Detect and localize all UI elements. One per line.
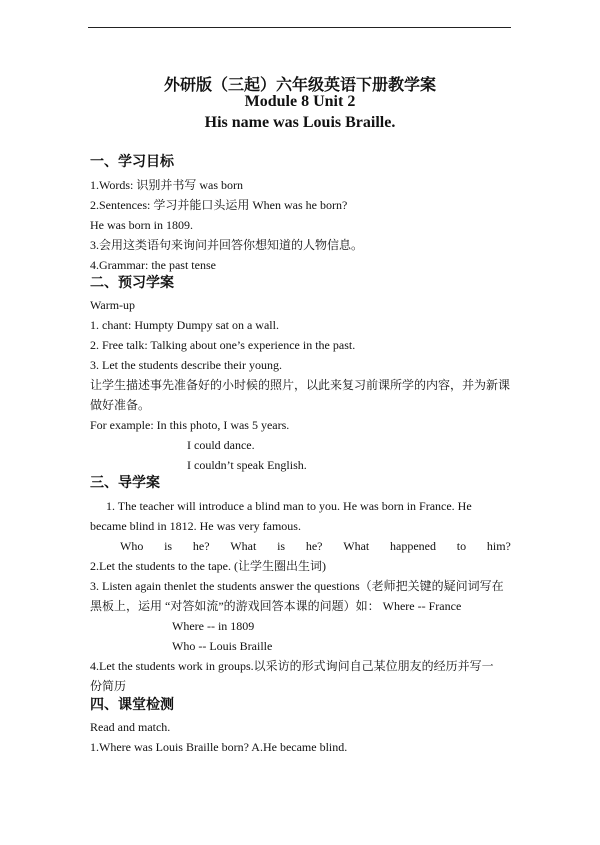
header-rule bbox=[88, 27, 511, 28]
s3-line: 4.Let the students work in groups.以采访的形式询问自己某位朋友的经历并写一 bbox=[90, 659, 494, 673]
question-word: is bbox=[277, 539, 286, 553]
s2-line: Warm-up bbox=[90, 298, 136, 312]
s4-line: 1.Where was Louis Braille born? A.He became blind. bbox=[90, 740, 348, 754]
section2-heading: 二、预习学案 bbox=[90, 276, 174, 291]
s2-line: 3. Let the students describe their young. bbox=[90, 358, 282, 372]
section1-heading: 一、学习目标 bbox=[90, 155, 174, 170]
s4-line: Read and match. bbox=[90, 720, 171, 734]
s2-line: 做好准备。 bbox=[90, 398, 151, 412]
s2-line: I couldn’t speak English. bbox=[187, 458, 307, 472]
question-word: What bbox=[230, 539, 257, 553]
question-word: he? bbox=[305, 539, 323, 553]
title-module: Module 8 Unit 2 bbox=[244, 93, 356, 110]
s1-line: 1.Words: 识别并书写 was born bbox=[90, 178, 244, 192]
question-word: he? bbox=[192, 539, 210, 553]
s2-line: 让学生描述事先准备好的小时候的照片，以此来复习前课所学的内容，并为新课 bbox=[90, 378, 511, 392]
s1-line: 2.Sentences: 学习并能口头运用 When was he born? bbox=[90, 198, 348, 212]
title-chinese: 外研版（三起）六年级英语下册教学案 bbox=[163, 77, 436, 94]
s2-line: For example: In this photo, I was 5 years. bbox=[90, 418, 290, 432]
s1-line: 4.Grammar: the past tense bbox=[90, 258, 216, 272]
section3-heading: 三、导学案 bbox=[90, 476, 160, 491]
question-word: happened bbox=[390, 539, 437, 553]
s3-line: 1. The teacher will introduce a blind man to you. He was born in France. He bbox=[106, 499, 472, 513]
s3-line: became blind in 1812. He was very famous. bbox=[90, 519, 301, 533]
question-word: is bbox=[164, 539, 173, 553]
s3-line: 份简历 bbox=[90, 679, 127, 693]
s3-line: 黑板上，运用 “对答如流”的游戏回答本课的问题）如： Where -- France bbox=[90, 599, 462, 613]
s3-line: Where -- in 1809 bbox=[172, 619, 255, 633]
s3-line: Who -- Louis Braille bbox=[172, 639, 273, 653]
s3-line: 2.Let the students to the tape. (让学生圈出生词) bbox=[90, 559, 326, 573]
s1-line: He was born in 1809. bbox=[90, 218, 193, 232]
s2-line: 1. chant: Humpty Dumpy sat on a wall. bbox=[90, 318, 279, 332]
section4-heading: 四、课堂检测 bbox=[90, 698, 174, 713]
question-words-row bbox=[120, 539, 511, 554]
s1-line: 3.会用这类语句来询问并回答你想知道的人物信息。 bbox=[90, 238, 364, 252]
question-word: him? bbox=[486, 539, 511, 553]
s2-line: I could dance. bbox=[187, 438, 255, 452]
s2-line: 2. Free talk: Talking about one’s experience in the past. bbox=[90, 338, 356, 352]
question-word: What bbox=[343, 539, 370, 553]
question-word: to bbox=[456, 539, 467, 553]
s3-line: 3. Listen again thenlet the students answer the questions（老师把关键的疑问词写在 bbox=[90, 579, 504, 593]
question-word: Who bbox=[120, 539, 144, 553]
title-lesson: His name was Louis Braille. bbox=[204, 114, 396, 131]
